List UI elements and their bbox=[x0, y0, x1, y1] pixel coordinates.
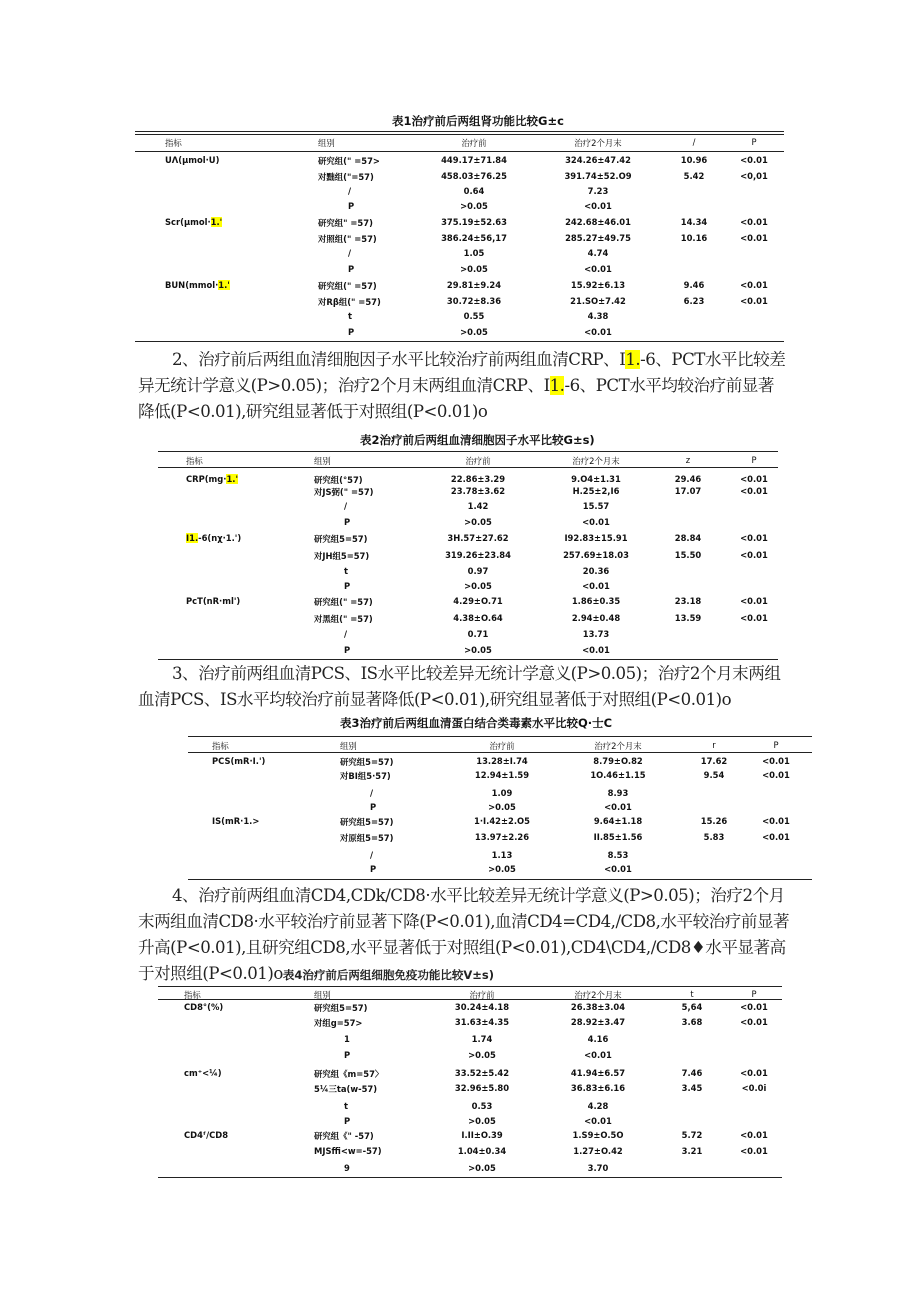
table1-cell-r4-c1: 研究组" =57) bbox=[318, 218, 373, 228]
p2-line1b: -6、PCT水平比较差 bbox=[640, 350, 786, 369]
table2-cell-r2-c2: 1.42 bbox=[467, 501, 489, 511]
table2-header-3: 治疗2个月末 bbox=[572, 456, 620, 466]
table3-cell-r4-c3: 9.64±1.18 bbox=[593, 816, 643, 826]
table1-cell-r0-c1: 研究组(" =57> bbox=[318, 156, 380, 166]
table2-cell-r8-c1: 研究组(" =57) bbox=[314, 597, 373, 607]
p2-line3: 降低(P<0.01),研究组显著低于对照组(P<0.01)o bbox=[138, 402, 488, 421]
table4-cell-r10-c2: >0.05 bbox=[468, 1163, 496, 1173]
table1-header-3: 治疗2个月末 bbox=[574, 138, 622, 148]
table2-header-5: P bbox=[751, 455, 757, 465]
table3-cell-r0-c4: 17.62 bbox=[700, 756, 728, 766]
table1-cell-r0-c5: <0.01 bbox=[740, 155, 768, 165]
table1-cell-r2-c1: / bbox=[348, 186, 352, 196]
table2-cell-r5-c1: 对JH组5=57) bbox=[314, 551, 370, 561]
table2-cell-r2-c3: 15.57 bbox=[582, 501, 610, 511]
table1-cell-r1-c3: 391.74±52.O9 bbox=[564, 171, 632, 181]
table3-header-rule bbox=[188, 752, 812, 753]
table3-cell-r6-c1: / bbox=[370, 850, 374, 860]
table1-cell-r1-c4: 5.42 bbox=[683, 171, 705, 181]
table3-cell-r7-c2: >0.05 bbox=[488, 864, 516, 874]
table1-top-rule-2 bbox=[135, 134, 784, 135]
table2-cell-r7-c2: >0.05 bbox=[464, 581, 492, 591]
table2-cell-r6-c1: t bbox=[344, 566, 349, 576]
table2-cell-r10-c2: 0.71 bbox=[467, 629, 489, 639]
table1-header-0: 指标 bbox=[165, 138, 182, 148]
table1-header-5: P bbox=[751, 137, 757, 147]
table4-cell-r0-c5: <0.01 bbox=[740, 1002, 768, 1012]
paragraph-2 bbox=[138, 347, 798, 425]
table3-cell-r0-c1: 研究组5=57) bbox=[340, 757, 394, 767]
p2-line2a: 异无统计学意义(P>0.05)；治疗2个月末两组血清CRP、I bbox=[138, 376, 550, 395]
table4-cell-r4-c4: 7.46 bbox=[681, 1068, 703, 1078]
table3-cell-r4-c1: 研究组5=57) bbox=[340, 817, 394, 827]
highlight-mark: 1.' bbox=[210, 217, 223, 227]
table2-cell-r1-c5: <0.01 bbox=[740, 486, 768, 496]
table2-cell-r8-c4: 23.18 bbox=[674, 596, 702, 606]
table1-cell-r4-c5: <0.01 bbox=[740, 217, 768, 227]
table2-cell-r11-c3: <0.01 bbox=[582, 645, 610, 655]
table4-cell-r0-c4: 5,64 bbox=[681, 1002, 703, 1012]
table2-cell-r10-c3: 13.73 bbox=[582, 629, 610, 639]
table4-header-0: 指标 bbox=[184, 990, 201, 1000]
table2-cell-r5-c3: 257.69±18.03 bbox=[563, 550, 629, 560]
table4-cell-r4-c0: cm⁺<¼) bbox=[184, 1068, 222, 1078]
table1-cell-r4-c0: Scr(μmol·1.' bbox=[165, 217, 223, 227]
table4-cell-r8-c1: 研究组《" -57) bbox=[314, 1131, 374, 1141]
table2-cell-r11-c2: >0.05 bbox=[464, 645, 492, 655]
table2-cell-r11-c1: P bbox=[344, 645, 351, 655]
table4-cell-r7-c1: P bbox=[344, 1116, 351, 1126]
table1-cell-r8-c2: 29.81±9.24 bbox=[446, 280, 502, 290]
table3-cell-r6-c3: 8.53 bbox=[607, 850, 629, 860]
table2-header-0: 指标 bbox=[186, 456, 203, 466]
table2-header-4: z bbox=[685, 455, 691, 465]
table3-cell-r1-c2: 12.94±1.59 bbox=[474, 770, 530, 780]
table1-cell-r0-c3: 324.26±47.42 bbox=[565, 155, 631, 165]
table1-top-rule bbox=[135, 131, 784, 132]
table3-cell-r6-c2: 1.13 bbox=[491, 850, 513, 860]
table4-cell-r9-c1: MJSffi<w=-57) bbox=[314, 1146, 382, 1156]
table4-cell-r9-c3: 1.27±O.42 bbox=[573, 1146, 623, 1156]
highlight-mark: 1.' bbox=[226, 474, 239, 484]
table1-cell-r4-c2: 375.19±52.63 bbox=[441, 217, 507, 227]
table1-cell-r0-c0: UΛ(μmol·U) bbox=[165, 155, 220, 165]
p4-line1: 4、治疗前两组血清CD4,CDk/CD8·水平比较差异无统计学意义(P>0.05)；治疗2个月 bbox=[172, 886, 785, 905]
table2-cell-r2-c1: / bbox=[344, 501, 348, 511]
table4-cell-r0-c3: 26.38±3.04 bbox=[570, 1002, 626, 1012]
table3-cell-r0-c5: <0.01 bbox=[762, 756, 790, 766]
table3-cell-r1-c4: 9.54 bbox=[703, 770, 725, 780]
table4-cell-r4-c2: 33.52±5.42 bbox=[454, 1068, 510, 1078]
table1-cell-r1-c2: 458.03±76.25 bbox=[441, 171, 507, 181]
table2-cell-r1-c1: 对JS弼(" =57) bbox=[314, 487, 374, 497]
table2-cell-r9-c3: 2.94±0.48 bbox=[571, 613, 621, 623]
p4-line4: 于对照组(P<0.01)o bbox=[138, 964, 283, 983]
table4-header-1: 组别 bbox=[314, 990, 331, 1000]
table4-header-3: 治疗2个月末 bbox=[574, 990, 622, 1000]
table1-cell-r4-c4: 14.34 bbox=[680, 217, 708, 227]
table4-header-5: P bbox=[751, 989, 757, 999]
table2-header-1: 组别 bbox=[314, 456, 331, 466]
table3-caption: 表3治疗前后两组血清蛋白结合类毒素水平比较Q·士C bbox=[340, 716, 613, 730]
table3-cell-r5-c1: 对原组5=57) bbox=[340, 833, 394, 843]
table2-cell-r3-c1: P bbox=[344, 517, 351, 527]
table2-bottom-rule bbox=[158, 659, 778, 660]
table4-cell-r0-c1: 研究组5=57) bbox=[314, 1003, 368, 1013]
table4-cell-r1-c5: <0.01 bbox=[740, 1017, 768, 1027]
table4-cell-r8-c3: 1.S9±O.5O bbox=[572, 1130, 624, 1140]
table1-caption: 表1治疗前后两组肾功能比较G±c bbox=[392, 114, 564, 128]
p2-line2-highlight: 1. bbox=[549, 376, 565, 395]
table2-cell-r5-c5: <0.01 bbox=[740, 550, 768, 560]
table4-caption: 表4治疗前后两组细胞免疫功能比较V±s) bbox=[282, 968, 494, 982]
table2-cell-r0-c5: <0.01 bbox=[740, 474, 768, 484]
table1-cell-r11-c3: <0.01 bbox=[584, 327, 612, 337]
table2-cell-r4-c0: I1.-6(nχ·1.') bbox=[186, 533, 242, 543]
table3-cell-r5-c2: 13.97±2.26 bbox=[474, 832, 530, 842]
highlight-mark: I1. bbox=[186, 533, 199, 543]
table3-bottom-rule bbox=[188, 879, 812, 880]
table2-cell-r4-c5: <0.01 bbox=[740, 533, 768, 543]
table1-cell-r5-c5: <0.01 bbox=[740, 233, 768, 243]
table1-cell-r9-c4: 6.23 bbox=[683, 296, 705, 306]
table1-cell-r3-c3: <0.01 bbox=[584, 201, 612, 211]
table4-cell-r3-c1: P bbox=[344, 1050, 351, 1060]
table2-cell-r1-c2: 23.78±3.62 bbox=[450, 486, 506, 496]
table3-cell-r1-c1: 对BI组5·57) bbox=[340, 771, 391, 781]
table1-cell-r7-c1: P bbox=[348, 264, 355, 274]
table4-cell-r4-c1: 研究组《m=57〉 bbox=[314, 1069, 384, 1079]
table4-cell-r6-c2: 0.53 bbox=[471, 1101, 493, 1111]
p2-line2b: -6、PCT水平均较治疗前显著 bbox=[564, 376, 774, 395]
table4-cell-r3-c3: <0.01 bbox=[584, 1050, 612, 1060]
table4-cell-r8-c4: 5.72 bbox=[681, 1130, 703, 1140]
table3-cell-r4-c5: <0.01 bbox=[762, 816, 790, 826]
table2-header-rule bbox=[158, 467, 778, 468]
table3-cell-r2-c2: 1.09 bbox=[491, 788, 513, 798]
table1-cell-r5-c1: 对照组(" =57) bbox=[318, 234, 377, 244]
table2-cell-r4-c1: 研究组5=57) bbox=[314, 534, 368, 544]
table1-header-2: 治疗前 bbox=[461, 138, 487, 148]
table4-cell-r10-c3: 3.70 bbox=[587, 1163, 609, 1173]
table1-cell-r5-c2: 386.24±56,17 bbox=[441, 233, 507, 243]
table3-cell-r4-c2: 1·I.42±2.O5 bbox=[474, 816, 530, 826]
table2-cell-r4-c3: I92.83±15.91 bbox=[564, 533, 628, 543]
table2-cell-r6-c3: 20.36 bbox=[582, 566, 610, 576]
table2-cell-r0-c2: 22.86±3.29 bbox=[450, 474, 506, 484]
p2-line1a: 2、治疗前后两组血清细胞因子水平比较治疗前两组血清CRP、I bbox=[172, 350, 626, 369]
table4-cell-r2-c2: 1.74 bbox=[471, 1034, 493, 1044]
p3-line1: 3、治疗前两组血清PCS、IS水平比较差异无统计学意义(P>0.05)；治疗2个月末两组 bbox=[172, 664, 781, 683]
table3-cell-r1-c3: 1O.46±1.15 bbox=[590, 770, 646, 780]
table3-cell-r7-c3: <0.01 bbox=[604, 864, 632, 874]
table1-cell-r6-c2: 1.05 bbox=[463, 248, 485, 258]
table1-cell-r9-c1: 对Rβ组(" =57) bbox=[318, 297, 381, 307]
table2-cell-r9-c1: 对黑组(" =57) bbox=[314, 614, 373, 624]
table2-cell-r7-c1: P bbox=[344, 581, 351, 591]
table2-cell-r3-c3: <0.01 bbox=[582, 517, 610, 527]
paragraph-4 bbox=[138, 883, 798, 988]
table1-cell-r7-c2: >0.05 bbox=[460, 264, 488, 274]
table1-cell-r1-c5: <0,01 bbox=[740, 171, 768, 181]
table1-cell-r8-c3: 15.92±6.13 bbox=[570, 280, 626, 290]
table3-cell-r5-c3: II.85±1.56 bbox=[593, 832, 643, 842]
table1-cell-r1-c1: 对黜组("=57) bbox=[318, 172, 374, 182]
table4-cell-r3-c2: >0.05 bbox=[468, 1050, 496, 1060]
table2-cell-r8-c3: 1.86±0.35 bbox=[571, 596, 621, 606]
table1-cell-r2-c3: 7.23 bbox=[587, 186, 609, 196]
table1-cell-r9-c3: 21.SO±7.42 bbox=[570, 296, 626, 306]
table4-cell-r5-c1: 5¼三ta(w-57) bbox=[314, 1084, 378, 1094]
table1-cell-r8-c1: 研究组(" =57) bbox=[318, 281, 377, 291]
table4-cell-r6-c3: 4.28 bbox=[587, 1101, 609, 1111]
table4-cell-r9-c2: 1.04±0.34 bbox=[457, 1146, 507, 1156]
table3-cell-r5-c5: <0.01 bbox=[762, 832, 790, 842]
table4-cell-r7-c3: <0.01 bbox=[584, 1116, 612, 1126]
table3-cell-r0-c3: 8.79±O.82 bbox=[593, 756, 643, 766]
table3-cell-r3-c3: <0.01 bbox=[604, 802, 632, 812]
table4-cell-r9-c5: <0.01 bbox=[740, 1146, 768, 1156]
p4-line3: 升高(P<0.01),且研究组CD8,水平显著低于对照组(P<0.01),CD4\CD4,/CD8♦水平显著高 bbox=[138, 938, 786, 957]
table4-header-rule bbox=[158, 999, 782, 1000]
table3-cell-r2-c3: 8.93 bbox=[607, 788, 629, 798]
table4-header-2: 治疗前 bbox=[469, 990, 495, 1000]
table3-cell-r0-c2: 13.28±I.74 bbox=[476, 756, 528, 766]
p3-line2: 血清PCS、IS水平均较治疗前显著降低(P<0.01),研究组显著低于对照组(P<0.01)o bbox=[138, 690, 732, 709]
table3-cell-r3-c2: >0.05 bbox=[488, 802, 516, 812]
p4-line2: 末两组血清CD8·水平较治疗前显著下降(P<0.01),血清CD4=CD4,/CD8,水平较治疗前显著 bbox=[138, 912, 790, 931]
table1-cell-r2-c2: 0.64 bbox=[463, 186, 485, 196]
table2-cell-r8-c0: PcT(nR·ml') bbox=[186, 596, 241, 606]
table3-header-5: P bbox=[773, 740, 779, 750]
table3-cell-r1-c5: <0.01 bbox=[762, 770, 790, 780]
table4-cell-r1-c4: 3.68 bbox=[681, 1017, 703, 1027]
table3-top-rule bbox=[188, 736, 812, 737]
table4-cell-r2-c3: 4.16 bbox=[587, 1034, 609, 1044]
table4-cell-r2-c1: 1 bbox=[344, 1034, 350, 1044]
table3-cell-r2-c1: / bbox=[370, 788, 374, 798]
table4-cell-r10-c1: 9 bbox=[344, 1163, 350, 1173]
table4-cell-r4-c3: 41.94±6.57 bbox=[570, 1068, 626, 1078]
table4-cell-r5-c2: 32.96±5.80 bbox=[454, 1083, 510, 1093]
table3-cell-r0-c0: PCS(mR·I.') bbox=[212, 756, 266, 766]
table1-cell-r7-c3: <0.01 bbox=[584, 264, 612, 274]
table1-cell-r11-c2: >0.05 bbox=[460, 327, 488, 337]
table2-caption: 表2治疗前后两组血清细胞因子水平比较G±s) bbox=[360, 433, 595, 447]
table2-cell-r5-c2: 319.26±23.84 bbox=[445, 550, 511, 560]
table1-cell-r3-c2: >0.05 bbox=[460, 201, 488, 211]
table1-cell-r8-c5: <0.01 bbox=[740, 280, 768, 290]
table3-header-1: 组别 bbox=[340, 741, 357, 751]
table4-cell-r0-c0: CD8°(%) bbox=[184, 1002, 224, 1012]
table2-cell-r10-c1: / bbox=[344, 629, 348, 639]
table4-cell-r5-c5: <0.0i bbox=[741, 1083, 767, 1093]
table3-header-3: 治疗2个月末 bbox=[594, 741, 642, 751]
table4-cell-r8-c0: CD4ᶠ/CD8 bbox=[184, 1130, 229, 1140]
highlight-mark: 1.' bbox=[218, 280, 230, 290]
table1-cell-r6-c1: / bbox=[348, 248, 352, 258]
table3-cell-r4-c4: 15.26 bbox=[700, 816, 728, 826]
table4-cell-r1-c2: 31.63±4.35 bbox=[454, 1017, 510, 1027]
table4-cell-r0-c2: 30.24±4.18 bbox=[454, 1002, 510, 1012]
table2-cell-r8-c2: 4.29±O.71 bbox=[453, 596, 503, 606]
table4-cell-r5-c4: 3.45 bbox=[681, 1083, 703, 1093]
table4-cell-r4-c5: <0.01 bbox=[740, 1068, 768, 1078]
table1-cell-r6-c3: 4.74 bbox=[587, 248, 609, 258]
table1-cell-r10-c2: 0.55 bbox=[463, 311, 485, 321]
table2-cell-r4-c4: 28.84 bbox=[674, 533, 702, 543]
table2-header-2: 治疗前 bbox=[465, 456, 491, 466]
table3-header-4: r bbox=[712, 740, 716, 750]
table1-cell-r10-c1: t bbox=[348, 311, 353, 321]
table1-cell-r5-c3: 285.27±49.75 bbox=[565, 233, 631, 243]
table2-cell-r1-c3: H.25±2,I6 bbox=[572, 486, 620, 496]
table4-cell-r1-c1: 对组g=57> bbox=[314, 1018, 363, 1028]
table2-top-rule bbox=[158, 451, 778, 452]
table4-cell-r8-c2: I.II±O.39 bbox=[461, 1130, 503, 1140]
table2-cell-r0-c3: 9.O4±1.31 bbox=[571, 474, 621, 484]
p2-line1-highlight: 1. bbox=[625, 350, 641, 369]
table3-cell-r5-c4: 5.83 bbox=[703, 832, 725, 842]
table1-header-4: / bbox=[692, 137, 696, 147]
table4-bottom-rule bbox=[158, 1177, 782, 1178]
table4-cell-r7-c2: >0.05 bbox=[468, 1116, 496, 1126]
table1-cell-r0-c4: 10.96 bbox=[680, 155, 708, 165]
table4-cell-r6-c1: t bbox=[344, 1101, 349, 1111]
table2-cell-r0-c0: CRP(mg·1.' bbox=[186, 474, 239, 484]
table1-cell-r11-c1: P bbox=[348, 327, 355, 337]
table4-cell-r8-c5: <0.01 bbox=[740, 1130, 768, 1140]
table4-header-4: t bbox=[690, 989, 694, 999]
table1-cell-r3-c1: P bbox=[348, 201, 355, 211]
table4-cell-r5-c3: 36.83±6.16 bbox=[570, 1083, 626, 1093]
table1-cell-r9-c5: <0.01 bbox=[740, 296, 768, 306]
table1-bottom-rule bbox=[135, 341, 784, 342]
table1-header-1: 组别 bbox=[318, 138, 335, 148]
table4-cell-r1-c3: 28.92±3.47 bbox=[570, 1017, 626, 1027]
table1-cell-r10-c3: 4.38 bbox=[587, 311, 609, 321]
table1-cell-r0-c2: 449.17±71.84 bbox=[441, 155, 507, 165]
table2-cell-r4-c2: 3H.57±27.62 bbox=[447, 533, 509, 543]
table3-cell-r3-c1: P bbox=[370, 802, 377, 812]
table4-top-rule bbox=[158, 986, 782, 987]
table1-cell-r4-c3: 242.68±46.01 bbox=[565, 217, 631, 227]
table1-header-rule bbox=[135, 151, 784, 152]
table1-cell-r8-c0: BUN(mmol·1.' bbox=[165, 280, 230, 290]
table2-cell-r6-c2: 0.97 bbox=[467, 566, 489, 576]
table4-cell-r9-c4: 3.21 bbox=[681, 1146, 703, 1156]
table2-cell-r8-c5: <0.01 bbox=[740, 596, 768, 606]
table2-cell-r9-c5: <0.01 bbox=[740, 613, 768, 623]
table2-cell-r7-c3: <0.01 bbox=[582, 581, 610, 591]
table1-cell-r9-c2: 30.72±8.36 bbox=[446, 296, 502, 306]
table2-cell-r3-c2: >0.05 bbox=[464, 517, 492, 527]
table2-cell-r0-c1: 研究组(°57) bbox=[314, 475, 363, 485]
table3-header-0: 指标 bbox=[212, 741, 229, 751]
table2-cell-r9-c2: 4.38±O.64 bbox=[453, 613, 503, 623]
table2-cell-r5-c4: 15.50 bbox=[674, 550, 702, 560]
table1-cell-r5-c4: 10.16 bbox=[680, 233, 708, 243]
table2-cell-r9-c4: 13.59 bbox=[674, 613, 702, 623]
table1-cell-r8-c4: 9.46 bbox=[683, 280, 705, 290]
table2-cell-r1-c4: 17.07 bbox=[674, 486, 702, 496]
table3-header-2: 治疗前 bbox=[489, 741, 515, 751]
paragraph-3 bbox=[138, 661, 798, 713]
table3-cell-r4-c0: IS(mR·1.> bbox=[212, 816, 260, 826]
table3-cell-r7-c1: P bbox=[370, 864, 377, 874]
table2-cell-r0-c4: 29.46 bbox=[674, 474, 702, 484]
